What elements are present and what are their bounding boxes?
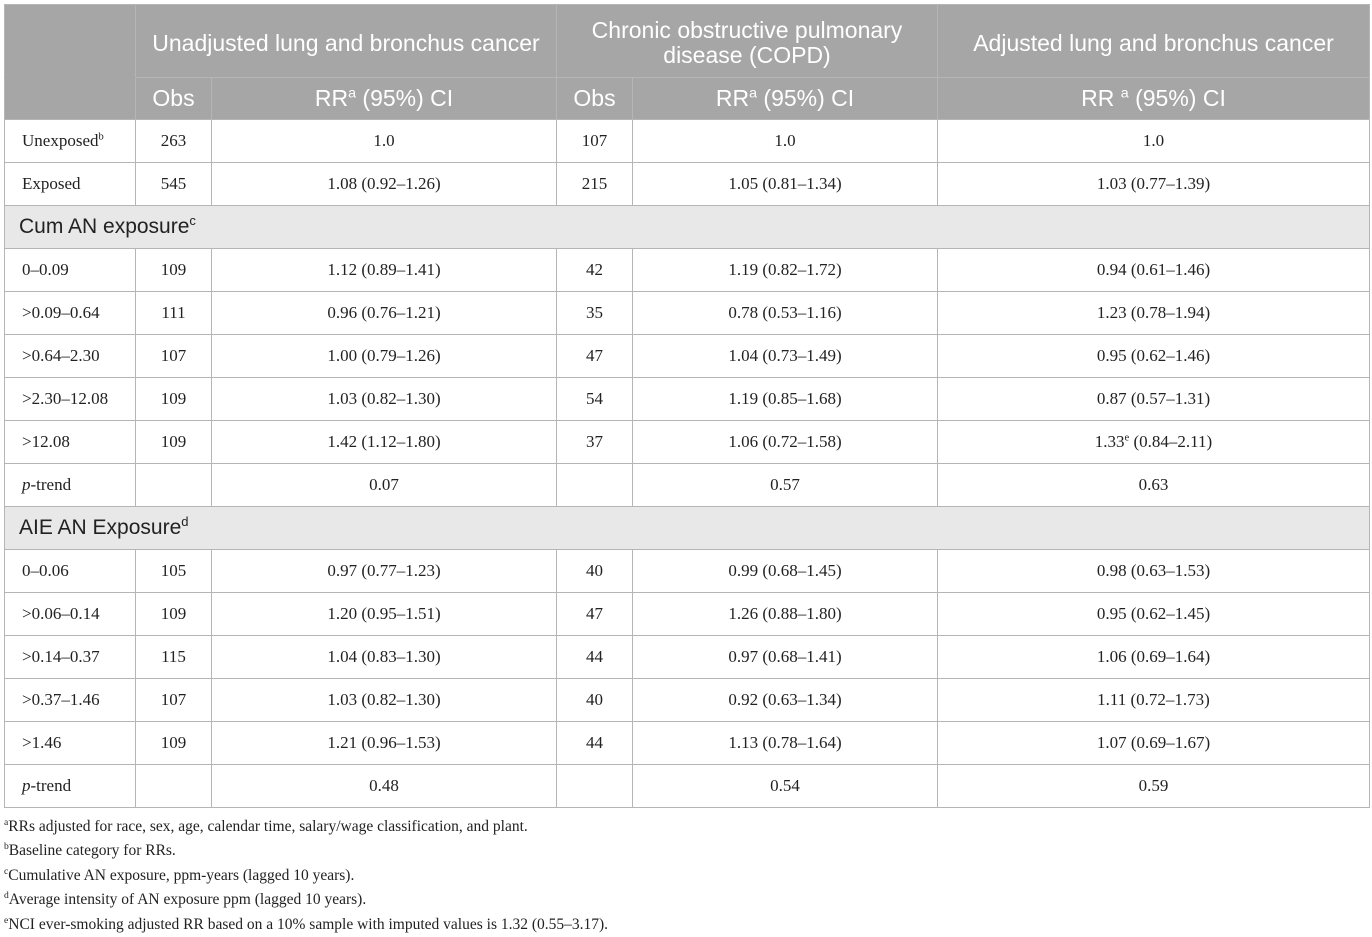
section-title: Cum AN exposure$^c$ [5, 206, 1370, 249]
table-row [5, 421, 1370, 464]
rr-cell: 1.21 (0.96–1.53) [212, 722, 557, 765]
obs-cell: 215 [557, 163, 633, 206]
p-trend-value: 0.63 [938, 464, 1370, 507]
header-blank-cell-2 [5, 78, 136, 120]
obs-cell: 107 [557, 120, 633, 163]
obs-cell: 109 [136, 421, 212, 464]
p-trend-value: 0.54 [633, 765, 938, 808]
rr-cell: 1.03 (0.77–1.39) [938, 163, 1370, 206]
obs-cell [136, 765, 212, 808]
obs-cell: 105 [136, 550, 212, 593]
table-row [5, 593, 1370, 636]
row-label: 0–0.06 [5, 550, 136, 593]
section-header-cum-an-exposure [5, 206, 1370, 249]
footnote: $^d$Average intensity of AN exposure ppm (lagged 10 years). [4, 890, 367, 909]
table-row [5, 378, 1370, 421]
footnote: $^e$NCI ever-smoking adjusted RR based on a 10% sample with imputed values is 1.32 (0.55–3.17). [4, 914, 609, 933]
row-label: >12.08 [5, 421, 136, 464]
obs-cell: 109 [136, 722, 212, 765]
header-rr-ci-1: $RR^a$ (95%) CI [212, 78, 557, 120]
rr-cell: 1.06 (0.72–1.58) [633, 421, 938, 464]
rr-cell: 0.99 (0.68–1.45) [633, 550, 938, 593]
p-trend-value: 0.07 [212, 464, 557, 507]
rr-cell: 1.11 (0.72–1.73) [938, 679, 1370, 722]
rr-cell: 1.26 (0.88–1.80) [633, 593, 938, 636]
header-rr-ci-3: RR $^a$ (95%) CI [938, 78, 1370, 120]
obs-cell: 107 [136, 335, 212, 378]
table-row [5, 679, 1370, 722]
rr-cell: 0.87 (0.57–1.31) [938, 378, 1370, 421]
header-group-adjusted-lung: Adjusted lung and bronchus cancer [938, 5, 1370, 78]
rr-cell: 1.00 (0.79–1.26) [212, 335, 557, 378]
row-label: >0.06–0.14 [5, 593, 136, 636]
p-trend-value: 0.57 [633, 464, 938, 507]
obs-cell: 109 [136, 249, 212, 292]
obs-cell: 42 [557, 249, 633, 292]
footnote: $^a$RRs adjusted for race, sex, age, calendar time, salary/wage classification, and plant. [4, 816, 528, 835]
obs-cell: 35 [557, 292, 633, 335]
rr-cell: 0.97 (0.77–1.23) [212, 550, 557, 593]
header-blank-cell [5, 5, 136, 78]
table-row-p-trend [5, 765, 1370, 808]
p-trend-value: 0.48 [212, 765, 557, 808]
obs-cell: 44 [557, 722, 633, 765]
rr-cell: 1.19 (0.82–1.72) [633, 249, 938, 292]
row-label: >0.37–1.46 [5, 679, 136, 722]
table-row [5, 550, 1370, 593]
rr-cell: 0.97 (0.68–1.41) [633, 636, 938, 679]
results-table [4, 4, 1370, 808]
footnote: $^b$Baseline category for RRs. [4, 841, 176, 860]
rr-cell: 1.12 (0.89–1.41) [212, 249, 557, 292]
header-obs-2: Obs [557, 78, 633, 120]
rr-cell: 0.94 (0.61–1.46) [938, 249, 1370, 292]
section-title: AIE AN Exposure$^d$ [5, 507, 1370, 550]
obs-cell: 109 [136, 378, 212, 421]
rr-cell: 0.95 (0.62–1.45) [938, 593, 1370, 636]
obs-cell: 47 [557, 593, 633, 636]
obs-cell: 54 [557, 378, 633, 421]
obs-cell: 107 [136, 679, 212, 722]
table-row [5, 163, 1370, 206]
p-trend-value: 0.59 [938, 765, 1370, 808]
rr-cell: 0.96 (0.76–1.21) [212, 292, 557, 335]
obs-cell: 545 [136, 163, 212, 206]
header-rr-ci-2: $RR^a$ (95%) CI [633, 78, 938, 120]
header-group-copd: Chronic obstructive pulmonary disease (COPD) [557, 5, 938, 78]
table-row [5, 722, 1370, 765]
obs-cell: 109 [136, 593, 212, 636]
rr-cell: 1.0 [212, 120, 557, 163]
rr-cell: 1.19 (0.85–1.68) [633, 378, 938, 421]
rr-cell: 1.0 [633, 120, 938, 163]
footnote: $^c$Cumulative AN exposure, ppm-years (lagged 10 years). [4, 865, 355, 884]
header-obs-1: Obs [136, 78, 212, 120]
obs-cell [557, 765, 633, 808]
row-label: p-trend [5, 464, 136, 507]
row-label: >0.14–0.37 [5, 636, 136, 679]
results-table-figure [4, 4, 1369, 937]
row-label: 0–0.09 [5, 249, 136, 292]
obs-cell [557, 464, 633, 507]
rr-cell: 1.0 [938, 120, 1370, 163]
obs-cell: 40 [557, 679, 633, 722]
rr-cell: 1.04 (0.73–1.49) [633, 335, 938, 378]
table-row-p-trend [5, 464, 1370, 507]
rr-cell: 1.20 (0.95–1.51) [212, 593, 557, 636]
table-body [5, 120, 1370, 808]
rr-cell: 1.07 (0.69–1.67) [938, 722, 1370, 765]
rr-cell: 1.03 (0.82–1.30) [212, 378, 557, 421]
rr-cell: 0.98 (0.63–1.53) [938, 550, 1370, 593]
rr-cell: 1.23 (0.78–1.94) [938, 292, 1370, 335]
row-label: >1.46 [5, 722, 136, 765]
rr-cell: 1.05 (0.81–1.34) [633, 163, 938, 206]
row-label: p-trend [5, 765, 136, 808]
rr-cell: 1.04 (0.83–1.30) [212, 636, 557, 679]
obs-cell: 40 [557, 550, 633, 593]
obs-cell: 47 [557, 335, 633, 378]
table-row [5, 249, 1370, 292]
rr-cell: 1.03 (0.82–1.30) [212, 679, 557, 722]
obs-cell: 115 [136, 636, 212, 679]
table-row [5, 120, 1370, 163]
table-row [5, 636, 1370, 679]
table-header [5, 5, 1370, 120]
rr-cell: 1.08 (0.92–1.26) [212, 163, 557, 206]
rr-cell: 1.06 (0.69–1.64) [938, 636, 1370, 679]
row-label: Unexposed$^b$ [5, 120, 136, 163]
row-label: Exposed [5, 163, 136, 206]
rr-cell: 1.42 (1.12–1.80) [212, 421, 557, 464]
rr-cell: 0.92 (0.63–1.34) [633, 679, 938, 722]
table-row [5, 335, 1370, 378]
row-label: >0.64–2.30 [5, 335, 136, 378]
rr-cell: 0.78 (0.53–1.16) [633, 292, 938, 335]
row-label: >2.30–12.08 [5, 378, 136, 421]
obs-cell: 44 [557, 636, 633, 679]
header-group-unadjusted-lung: Unadjusted lung and bronchus cancer [136, 5, 557, 78]
section-header-aie-an-exposure [5, 507, 1370, 550]
rr-cell: 1.33e (0.84–2.11) [938, 421, 1370, 464]
obs-cell [136, 464, 212, 507]
obs-cell: 111 [136, 292, 212, 335]
table-row [5, 292, 1370, 335]
row-label: >0.09–0.64 [5, 292, 136, 335]
obs-cell: 263 [136, 120, 212, 163]
rr-cell: 1.13 (0.78–1.64) [633, 722, 938, 765]
obs-cell: 37 [557, 421, 633, 464]
footnotes [4, 815, 1369, 937]
rr-cell: 0.95 (0.62–1.46) [938, 335, 1370, 378]
